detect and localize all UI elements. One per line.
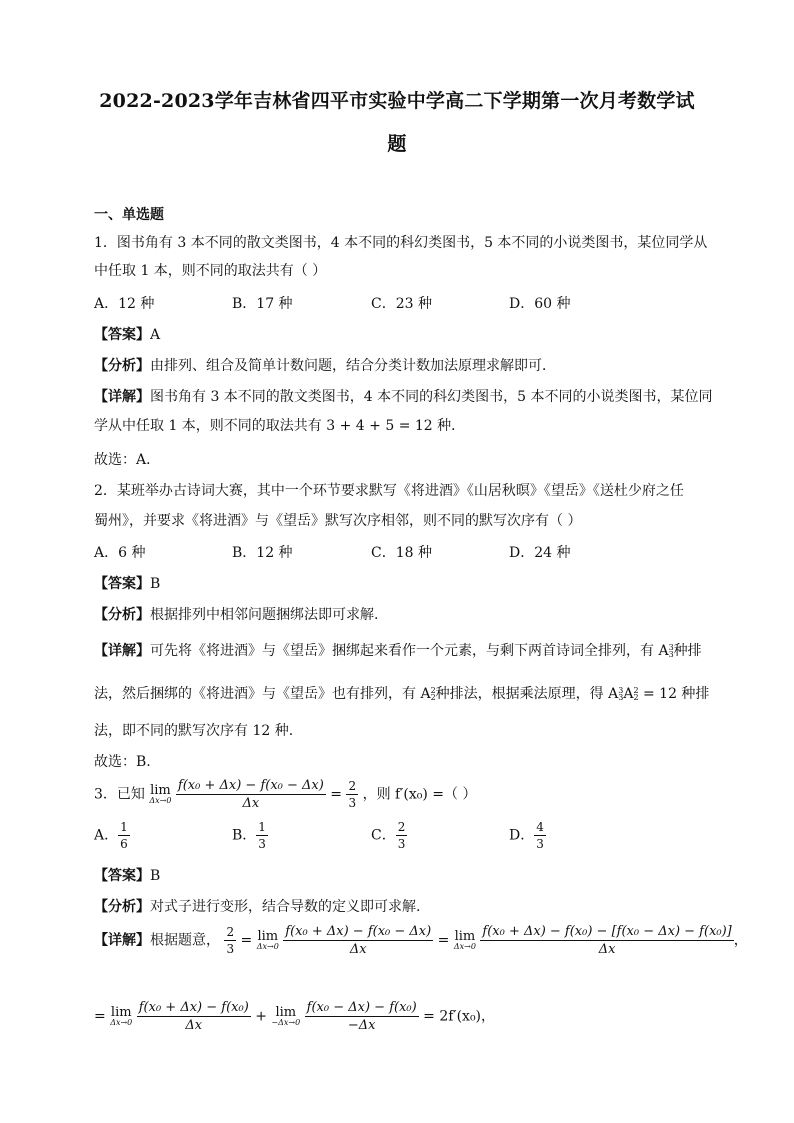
analysis-text: 对式子进行变形，结合导数的定义即可求解. — [150, 899, 421, 915]
detail-text: 根据题意， — [150, 932, 220, 949]
answer-value: B — [150, 576, 161, 592]
detail-text: 法，然后捆绑的《将进酒》与《望岳》也有排列，有 A — [94, 686, 431, 702]
limit-operator: lim Δx→0 — [256, 929, 279, 951]
derivation-step2: $\frac{\text{f(x₀ + Δx) − f(x₀) − [f(x₀ − Δx) − f(x₀)]}}{\Delta x}$ — [482, 924, 732, 957]
analysis-text: 由排列、组合及简单计数问题，结合分类计数加法原理求解即可． — [150, 358, 556, 374]
analysis-tag: 【分析】 — [94, 607, 150, 623]
q2-detail-line1 — [94, 640, 702, 660]
answer-tag: 【答案】 — [94, 868, 150, 884]
q3-option-a: A． $\frac{1}{6}$ — [94, 820, 128, 851]
derivation-result: = 2f′(x₀)， — [423, 1008, 496, 1025]
difference-quotient: $\frac{\text{f(x₀ + Δx) − f(x₀ − Δx)}}{\Delta x}$ — [177, 778, 324, 811]
q2-stem-line1: 2．某班举办古诗词大赛，其中一个环节要求默写《将进酒》《山居秋暝》《望岳》《送杜少府之任 — [94, 483, 684, 499]
q1-stem-line2: 中任取 1 本，则不同的取法共有（ ） — [94, 263, 327, 279]
derivation-step4: $\frac{\text{f(x₀ − Δx) − f(x₀)}}{-\Delta x}$ — [306, 1000, 417, 1033]
analysis-text: 根据排列中相邻问题捆绑法即可求解. — [150, 607, 379, 623]
detail-text: = 12 种排 — [638, 686, 710, 702]
q3-answer — [94, 865, 160, 885]
detail-tag: 【详解】 — [94, 389, 150, 405]
q2-stem-line2: 蜀州》，并要求《将进酒》与《望岳》默写次序相邻，则不同的默写次序有（ ） — [94, 513, 582, 529]
q2-analysis — [94, 604, 378, 624]
answer-tag: 【答案】 — [94, 327, 150, 343]
q3-stem: 3．已知 lim Δx→0 $\frac{\text{f(x₀ + Δx) − f(x₀ − Δx)}}{\Delta x}$ = $\frac{2}{3}$ ，则 f′(x₀) =（ ） — [94, 778, 477, 811]
analysis-tag: 【分析】 — [94, 358, 150, 374]
q1-option-b: B．17 种 — [232, 296, 293, 312]
q2-detail-line2 — [94, 683, 709, 703]
detail-text: 种排法，根据乘法原理，得 A — [435, 686, 619, 702]
q1-option-c: C．23 种 — [371, 296, 432, 312]
q3-option-b: B． $\frac{1}{3}$ — [232, 820, 266, 851]
q2-conclusion: 故选：B. — [94, 754, 151, 770]
q3-prefix: 3．已知 — [94, 786, 145, 803]
derivation-step1: $\frac{\text{f(x₀ + Δx) − f(x₀ − Δx)}}{\Delta x}$ — [285, 924, 432, 957]
perm-index: 2 2 — [430, 685, 436, 702]
section-heading: 一、单选题 — [94, 207, 164, 223]
q3-detail-line2: = lim Δx→0 $\frac{\text{f(x₀ + Δx) − f(x₀)}}{\Delta x}$ + lim −Δx→0 $\frac{\text{f(x₀ − Δx) − f(x₀)}}{-\Delta x}$ = 2f′(x₀)， — [94, 1000, 496, 1033]
q3-suffix: ，则 f′(x₀) =（ ） — [362, 786, 477, 803]
detail-text-end: 种排 — [673, 643, 702, 659]
q1-detail-line1 — [94, 386, 713, 406]
q2-option-a: A．6 种 — [94, 545, 146, 561]
answer-value: B — [150, 868, 161, 884]
q3-detail-line1: 【详解】根据题意， $\frac{2}{3}$ = lim Δx→0 $\frac{\text{f(x₀ + Δx) − f(x₀ − Δx)}}{\Delta x}$ = lim Δx→0 $\frac{\text{f(x₀ + Δx) − f(x₀) − [f(x₀ − Δx) − f(x₀)]}}{\Delta x}$ ， — [94, 924, 748, 957]
detail-tag: 【详解】 — [94, 643, 150, 659]
q1-answer — [94, 324, 160, 344]
q2-option-c: C．18 种 — [371, 545, 432, 561]
q2-option-b: B．12 种 — [232, 545, 293, 561]
q3-option-d: D． $\frac{4}{3}$ — [509, 820, 544, 851]
q1-analysis — [94, 355, 556, 375]
q1-detail-line2: 学从中任取 1 本，则不同的取法共有 3 + 4 + 5 = 12 种． — [94, 418, 466, 434]
page-title-cont: 题 — [387, 133, 407, 155]
limit-operator: lim Δx→0 — [453, 929, 476, 951]
q1-option-a: A．12 种 — [94, 296, 155, 312]
detail-tag: 【详解】 — [94, 932, 150, 949]
given-value: $\frac{2}{3}$ — [348, 779, 357, 810]
q3-option-c: C． $\frac{2}{3}$ — [371, 820, 406, 851]
page-title: 2022-2023学年吉林省四平市实验中学高二下学期第一次月考数学试 — [99, 90, 695, 112]
q2-option-d: D．24 种 — [509, 545, 571, 561]
answer-tag: 【答案】 — [94, 576, 150, 592]
q1-option-d: D．60 种 — [509, 296, 571, 312]
analysis-tag: 【分析】 — [94, 899, 150, 915]
perm-index: 3 3 — [668, 642, 674, 659]
limit-operator: lim Δx→0 — [110, 1005, 133, 1027]
q2-detail-line3: 法，即不同的默写次序有 12 种. — [94, 723, 294, 739]
detail-text: 可先将《将进酒》与《望岳》捆绑起来看作一个元素，与剩下两首诗词全排列，有 A — [150, 643, 669, 659]
limit-operator: lim Δx→0 — [149, 783, 172, 805]
detail-text: 图书角有 3 本不同的散文类图书，4 本不同的科幻类图书，5 本不同的小说类图书，某位同 — [150, 389, 713, 405]
derivation-step3: $\frac{\text{f(x₀ + Δx) − f(x₀)}}{\Delta x}$ — [138, 1000, 249, 1033]
perm-index: 2 2 — [633, 685, 639, 702]
q1-stem-line1: 1．图书角有 3 本不同的散文类图书，4 本不同的科幻类图书，5 本不同的小说类图书，某位同学从 — [94, 235, 708, 251]
answer-value: A — [150, 327, 161, 343]
detail-text: A — [623, 686, 634, 702]
q2-answer — [94, 573, 160, 593]
q1-conclusion: 故选：A． — [94, 452, 161, 468]
q3-analysis — [94, 896, 420, 916]
perm-index: 3 3 — [618, 685, 624, 702]
limit-operator: lim −Δx→0 — [271, 1005, 301, 1027]
